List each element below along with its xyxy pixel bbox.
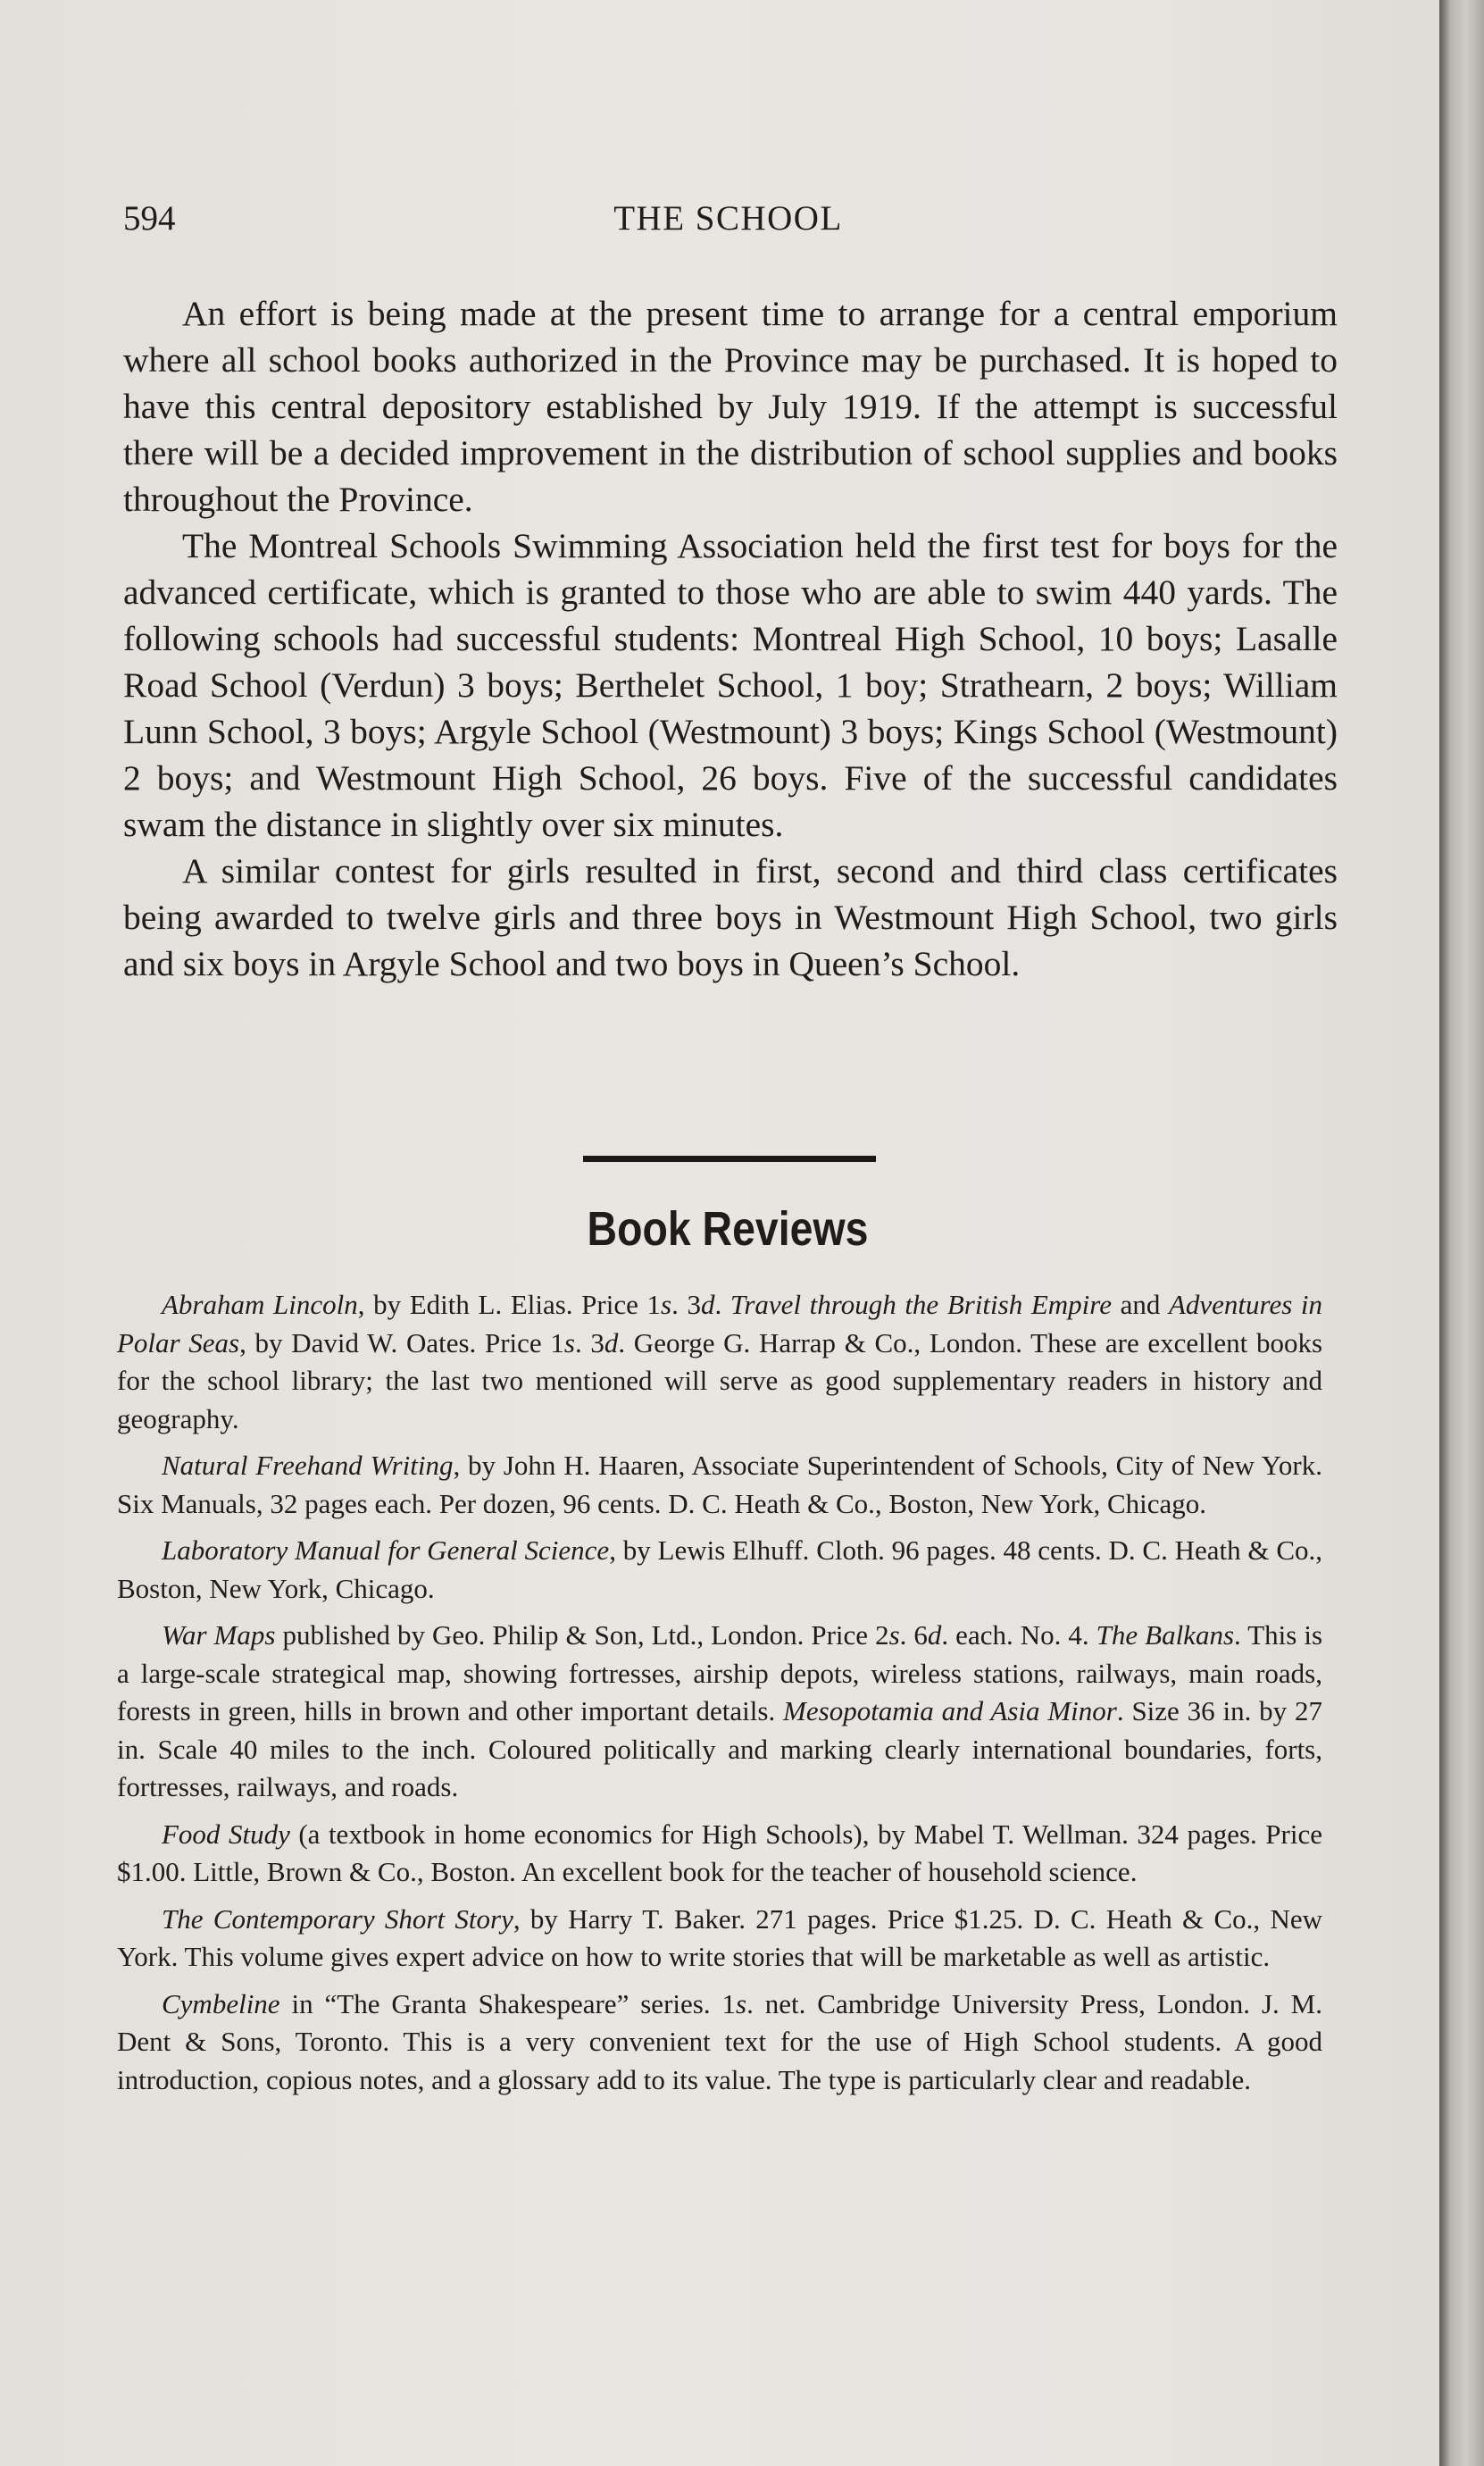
review-italic-text: Abraham Lincoln	[162, 1289, 358, 1320]
review-text: . net. Cambridge University Press, London. J. M. Dent & Sons, Toronto. This is a very convenient text for the use of High School students. A good introduction, copious notes, and a glossary add to its value. The type is particularly clear and readable.	[117, 1987, 1322, 2095]
review-italic-text: d	[604, 1326, 619, 1358]
review-entry	[117, 1617, 1322, 1807]
paragraph: A similar contest for girls resulted in first, second and third class certificates being awarded to twelve girls and three boys in Westmount High School, two girls and six boys in Argyle School and two boys in Queen’s School.	[123, 851, 1338, 983]
body-text	[123, 290, 1338, 987]
review-text: . Size 36 in. by 27 in. Scale 40 miles to the inch. Coloured politically and marking clearly international boundaries, forts, fortresses, railways, and roads.	[117, 1695, 1322, 1802]
review-text: . 3	[574, 1326, 604, 1358]
review-text: .	[714, 1289, 730, 1320]
review-entry	[117, 1286, 1322, 1438]
review-italic-text: War Maps	[162, 1619, 276, 1651]
review-italic-text: s	[736, 1987, 747, 2019]
review-text: , by Lewis Elhuff. Cloth. 96 pages. 48 cents. D. C. Heath & Co., Boston, New York, Chicago.	[117, 1534, 1322, 1604]
review-italic-text: s	[563, 1326, 575, 1358]
running-title: THE SCHOOL	[613, 199, 843, 238]
paragraph: The Montreal Schools Swimming Association held the first test for boys for the advanced certificate, which is granted to those who are able to swim 440 yards. The following schools had successful students: Montreal High School, 10 boys; Lasalle Road School (Verdun) 3 boys; Berthelet School, 1 boy; Strathearn, 2 boys; William Lunn School, 3 boys; Argyle School (Westmount) 3 boys; Kings School (Westmount) 2 boys; and Westmount High School, 26 boys. Five of the successful candidates swam the distance in slightly over six minutes.	[123, 526, 1338, 844]
review-italic-text: Mesopotamia and Asia Minor	[783, 1695, 1117, 1726]
review-italic-text: Travel through the British Empire	[729, 1289, 1112, 1320]
section-divider	[583, 1156, 876, 1162]
review-entry	[117, 1985, 1322, 2100]
review-text: , by Harry T. Baker. 271 pages. Price $1.25. D. C. Heath & Co., New York. This volume gives expert advice on how to write stories that will be marketable as well as artistic.	[117, 1902, 1322, 1972]
review-entry	[117, 1447, 1322, 1523]
review-italic-text: Adventures in Polar Seas	[117, 1289, 1323, 1358]
review-entry	[117, 1901, 1322, 1977]
review-italic-text: Natural Freehand Writing	[162, 1450, 454, 1481]
review-italic-text: Laboratory Manual for General Science	[162, 1534, 610, 1566]
review-text: (a textbook in home economics for High Schools), by Mabel T. Wellman. 324 pages. Price $1.00. Little, Brown & Co., Boston. An excellent book for the teacher of household science.	[117, 1818, 1322, 1887]
paragraph: An effort is being made at the present time to arrange for a central emporium where all school books authorized in the Province may be purchased. It is hoped to have this central depository established by July 1919. If the attempt is successful there will be a decided improvement in the distribution of school supplies and books throughout the Province.	[123, 294, 1338, 519]
review-text: . 6	[899, 1619, 928, 1651]
review-text: . 3	[671, 1289, 701, 1320]
review-text: , by Edith L. Elias. Price 1	[357, 1289, 661, 1320]
book-reviews-list	[117, 1286, 1322, 2108]
review-italic-text: Food Study	[162, 1818, 290, 1850]
review-text: . each. No. 4.	[941, 1619, 1096, 1651]
review-text: . George G. Harrap & Co., London. These are excellent books for the school library; the last two mentioned will serve as good supplementary readers in history and geography.	[117, 1326, 1323, 1434]
review-text: in “The Granta Shakespeare” series. 1	[279, 1987, 736, 2019]
review-text: and	[1111, 1289, 1169, 1320]
review-italic-text: d	[927, 1619, 942, 1651]
review-italic-text: Cymbeline	[162, 1987, 280, 2019]
review-text: . This is a large-scale strategical map, showing fortresses, airship depots, wireless stations, railways, main roads, forests in green, hills in brown and other important details.	[117, 1619, 1323, 1726]
review-entry	[117, 1816, 1322, 1892]
review-text: , by David W. Oates. Price 1	[239, 1326, 564, 1358]
page-header	[123, 198, 1333, 243]
review-italic-text: The Balkans	[1096, 1619, 1235, 1651]
review-text: published by Geo. Philip & Son, Ltd., London. Price 2	[275, 1619, 889, 1651]
review-italic-text: s	[661, 1289, 672, 1320]
review-italic-text: s	[888, 1619, 900, 1651]
review-italic-text: d	[700, 1289, 715, 1320]
page-edge-shadow	[1439, 0, 1484, 2466]
page-number: 594	[123, 199, 176, 238]
section-heading: Book Reviews	[587, 1202, 869, 1256]
review-entry	[117, 1532, 1322, 1608]
review-text: , by John H. Haaren, Associate Superintendent of Schools, City of New York. Six Manuals, 32 pages each. Per dozen, 96 cents. D. C. Heath & Co., Boston, New York, Chicago.	[117, 1450, 1322, 1519]
review-italic-text: The Contemporary Short Story	[162, 1902, 513, 1935]
